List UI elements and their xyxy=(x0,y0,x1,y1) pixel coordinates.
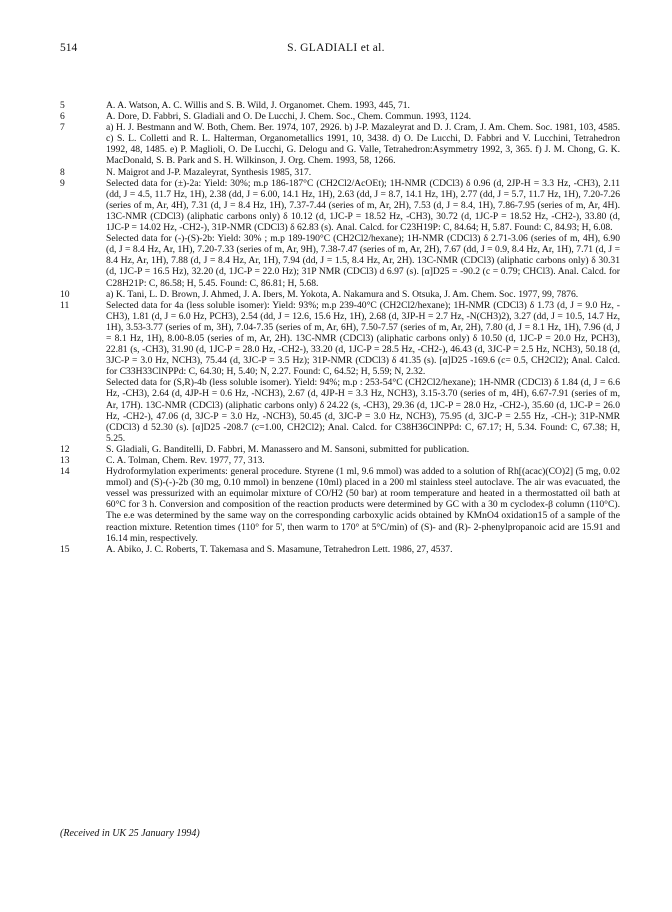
reference-15 xyxy=(60,544,620,555)
ref-body xyxy=(106,167,620,178)
ref-number: 14 xyxy=(60,466,70,478)
ref-text: Selected data for (±)-2a: Yield: 30%; m.p 186-187°C (CH2Cl2/AcOEt); 1H-NMR (CDCl3) δ 0.96 (d, 2JP-H = 3.3 Hz, -CH3), 2.11 (dd, J = 4.5, 11.7 Hz, 1H), 2.38 (dd, J = 6.00, 14.1 Hz, 1H), 2.63 (dd, J = 8.7, 14.1 Hz, 1H), 2.77 (dd, J = 5.7, 11.7 Hz, 1H), 7.20-7.26 (series of m, Ar, 4H), 7.31 (d, J = 8.4 Hz, 1H), 7.37-7.44 (series of m, Ar, 2H), 7.53 (d, J = 8.4, 1H), 7.86-7.95 (series of m, Ar, 4H). 13C-NMR (CDCl3) (aliphatic carbons only) δ 10.12 (d, 1JC-P = 18.52 Hz, -CH3), 30.72 (d, 1JC-P = 18.52 Hz, -CH2-), 33.80 (d, 1JC-P = 14.02 Hz, -CH2-), 31P-NMR (CDCl3) δ 62.83 (s). Anal. Calcd. for C23H19P: C, 84.64; H, 5.87. Found: C, 84.93; H, 6.08. xyxy=(106,177,620,234)
ref-text: S. Gladiali, G. Banditelli, D. Fabbri, M. Manassero and M. Sansoni, submitted for publication. xyxy=(106,443,470,455)
reference-list xyxy=(60,100,620,555)
ref-body xyxy=(106,444,620,455)
reference-11 xyxy=(60,300,620,444)
ref-number: 15 xyxy=(60,543,70,555)
ref-number: 13 xyxy=(60,455,70,466)
ref-text: N. Maigrot and J-P. Mazaleyrat, Synthesis 1985, 317. xyxy=(106,166,312,178)
ref-body xyxy=(106,455,620,466)
reference-7 xyxy=(60,122,620,166)
ref-text: A. Dore, D. Fabbri, S. Gladiali and O. De Lucchi, J. Chem. Soc., Chem. Commun. 1993, 1124. xyxy=(106,111,471,123)
ref-body xyxy=(106,100,620,111)
ref-text: Selected data for (-)-(S)-2b: Yield: 30% ; m.p 189-190°C (CH2Cl2/hexane); 1H-NMR (CDCl3) δ 2.71-3.06 (series of m, 4H), 6.90 (d, J = 8.4 Hz, Ar, 1H), 7.20-7.33 (series of m, Ar, 9H), 7.38-7.47 (series of m, Ar, 2H), 7.67 (dd, J = 0.9, 8.4 Hz, Ar, 1H), 7.71 (d, J = 8.4 Hz, Ar, 1H), 7.88 (d, J = 8.4 Hz, Ar, 1H), 7.94 (dd, J = 1.5, 8.4 Hz, Ar, 2H). 13C-NMR (CDCl3) (aliphatic carbons only) δ 30.31 (d, 1JC-P = 16.5 Hz), 32.20 (d, 1JC-P = 22.0 Hz); 31P NMR (CDCl3) d 6.97 (s). [α]D25 = -90.2 (c = 0.79; CHCl3). Anal. Calcd. for C28H21P: C, 86.58; H, 5.45. Found: C, 86.81; H, 5.68. xyxy=(106,233,620,289)
ref-body xyxy=(106,111,620,122)
ref-number: 11 xyxy=(60,299,70,311)
ref-body xyxy=(106,122,620,166)
reference-8 xyxy=(60,167,620,178)
ref-number: 8 xyxy=(60,166,65,178)
reference-12 xyxy=(60,444,620,455)
reference-10 xyxy=(60,289,620,300)
ref-body xyxy=(106,466,620,544)
page-number: 514 xyxy=(60,42,78,54)
page-header xyxy=(0,42,672,56)
ref-number: 9 xyxy=(60,177,65,189)
reference-5 xyxy=(60,100,620,111)
ref-body xyxy=(106,178,620,289)
ref-text: Hydroformylation experiments: general procedure. Styrene (1 ml, 9.6 mmol) was added to a solution of Rh[(acac)(CO)2] (5 mg, 0.02 mmol) and (S)-(-)-2b (30 mg, 0.10 mmol) in benzene (10ml) placed in a 200 ml stainless steel autoclave. The air was evacuated, the vessel was pressurized with an equimolar mixture of CO/H2 (50 bar) at room temperature and heated in a thermostatted oil bath at 60°C for 3 h. Conversion and composition of the reaction products were determined by GC with a 30 m cyclodex-β column (110°C). The e.e was determined by the same way on the corresponding carboxylic acids obtained by KMnO4 oxidation15 of a sample of the reaction mixture. Retention times (110° for 5', then warm to 170° at 5°C/min) of (S)- and (R)- 2-phenylpropanoic acid are 15.91 and 16.14 min, respectively. xyxy=(106,466,620,544)
running-head: S. GLADIALI et al. xyxy=(287,42,385,54)
ref-body xyxy=(106,300,620,444)
reference-13 xyxy=(60,455,620,466)
ref-text: a) H. J. Bestmann and W. Both, Chem. Ber. 1974, 107, 2926. b) J-P. Mazaleyrat and D. J. Cram, J. Am. Chem. Soc. 1981, 103, 4585. c) S. L. Colletti and R. L. Halterman, Organometallics 1991, 10, 3438. d) O. De Lucchi, D. Fabbri and V. Lucchini, Tetrahedron 1992, 48, 1485. e) P. Maglioli, O. De Lucchi, G. Delogu and G. Valle, Tetrahedron:Asymmetry 1992, 3, 365. f) J. M. Chong, G. K. MacDonald, S. B. Park and S. H. Wilkinson, J. Org. Chem. 1993, 58, 1266. xyxy=(106,122,620,167)
ref-number: 7 xyxy=(60,122,65,134)
ref-body xyxy=(106,544,620,555)
ref-body xyxy=(106,289,620,300)
reference-14 xyxy=(60,466,620,544)
reference-6 xyxy=(60,111,620,122)
ref-number: 12 xyxy=(60,443,70,455)
ref-text: a) K. Tani, L. D. Brown, J. Ahmed, J. A. Ibers, M. Yokota, A. Nakamura and S. Otsuka, J. Am. Chem. Soc. 1977, 99, 7876. xyxy=(106,288,579,300)
ref-number: 6 xyxy=(60,111,65,123)
ref-number: 10 xyxy=(60,288,70,300)
ref-text: Selected data for (S,R)-4b (less soluble isomer). Yield: 94%; m.p : 253-54°C (CH2Cl2/hexane); 1H-NMR (CDCl3) δ 1.84 (d, J = 6.6 Hz, -CH3), 2.64 (d, 4JP-H = 0.6 Hz, -NCH3), 2.67 (d, 4JP-H = 3.3 Hz, NCH3), 3.15-3.70 (series of m, 4H), 6.67-7.91 (series of m, Ar, 17H). 13C-NMR (CDCl3) (aliphatic carbons only) δ 24.22 (s, -CH3), 29.36 (d, 1JC-P = 28.0 Hz, -CH2-), 35.60 (d, 1JC-P = 26.0 Hz, -CH2-), 47.06 (d, 3JC-P = 3.0 Hz, -NCH3), 50.45 (d, 3JC-P = 3.0 Hz, NCH3), 75.95 (d, 3JC-P = 2.55 Hz, -CH-); 31P-NMR (CDCl3) d 52.30 (s). [α]D25 -208.7 (c=1.00, CH2Cl2); Anal. Calcd. for C38H36ClNPPd: C, 67.17; H, 5.34. Found: C, 67.38; H, 5.25. xyxy=(106,377,620,444)
ref-text: C. A. Tolman, Chem. Rev. 1977, 77, 313. xyxy=(106,455,265,466)
ref-number: 5 xyxy=(60,100,65,111)
ref-text: A. A. Watson, A. C. Willis and S. B. Wild, J. Organomet. Chem. 1993, 445, 71. xyxy=(106,100,410,111)
received-date: (Received in UK 25 January 1994) xyxy=(60,828,200,839)
ref-text: Selected data for 4a (less soluble isomer): Yield: 93%; m.p 239-40°C (CH2Cl2/hexane); 1H-NMR (CDCl3) δ 1.73 (d, J = 9.0 Hz, -CH3), 1.81 (d, J = 6.0 Hz, PCH3), 2.54 (dd, J = 12.6, 15.6 Hz, 1H), 2.68 (d, 3JP-H = 2.7 Hz, -N(CH3)2), 3.27 (dd, J = 10.5, 14.7 Hz, 1H), 3.53-3.77 (series of m, 3H), 7.04-7.35 (series of m, Ar, 6H), 7.50-7.57 (series of m, Ar, 2H), 7.80 (d, J = 8.1 Hz, 1H), 7.96 (d, J = 8.1 Hz, 1H), 8.00-8.05 (series of m, Ar, 2H). 13C-NMR (CDCl3) (aliphatic carbons only) δ 10.50 (d, 1JC-P = 20.0 Hz, PCH3), 22.81 (s, -CH3), 31.90 (d, 1JC-P = 28.0 Hz, -CH2-), 33.20 (d, 1JC-P = 28.5 Hz, -CH2-), 46.43 (d, 3JC-P = 2.5 Hz, NCH3), 50.18 (d, 3JC-P = 3.0 Hz, NCH3), 75.44 (d, 3JC-P = 3.5 Hz); 31P-NMR (CDCl3) δ 41.35 (s). [α]D25 -169.6 (c= 0.5, CH2Cl2); Anal. Calcd. for C33H33ClNPPd: C, 64.30; H, 5.40; N, 2.27. Found: C, 64.52; H, 5.59; N, 2.32. xyxy=(106,299,620,378)
reference-9 xyxy=(60,178,620,289)
ref-text: A. Abiko, J. C. Roberts, T. Takemasa and S. Masamune, Tetrahedron Lett. 1986, 27, 4537. xyxy=(106,543,453,555)
